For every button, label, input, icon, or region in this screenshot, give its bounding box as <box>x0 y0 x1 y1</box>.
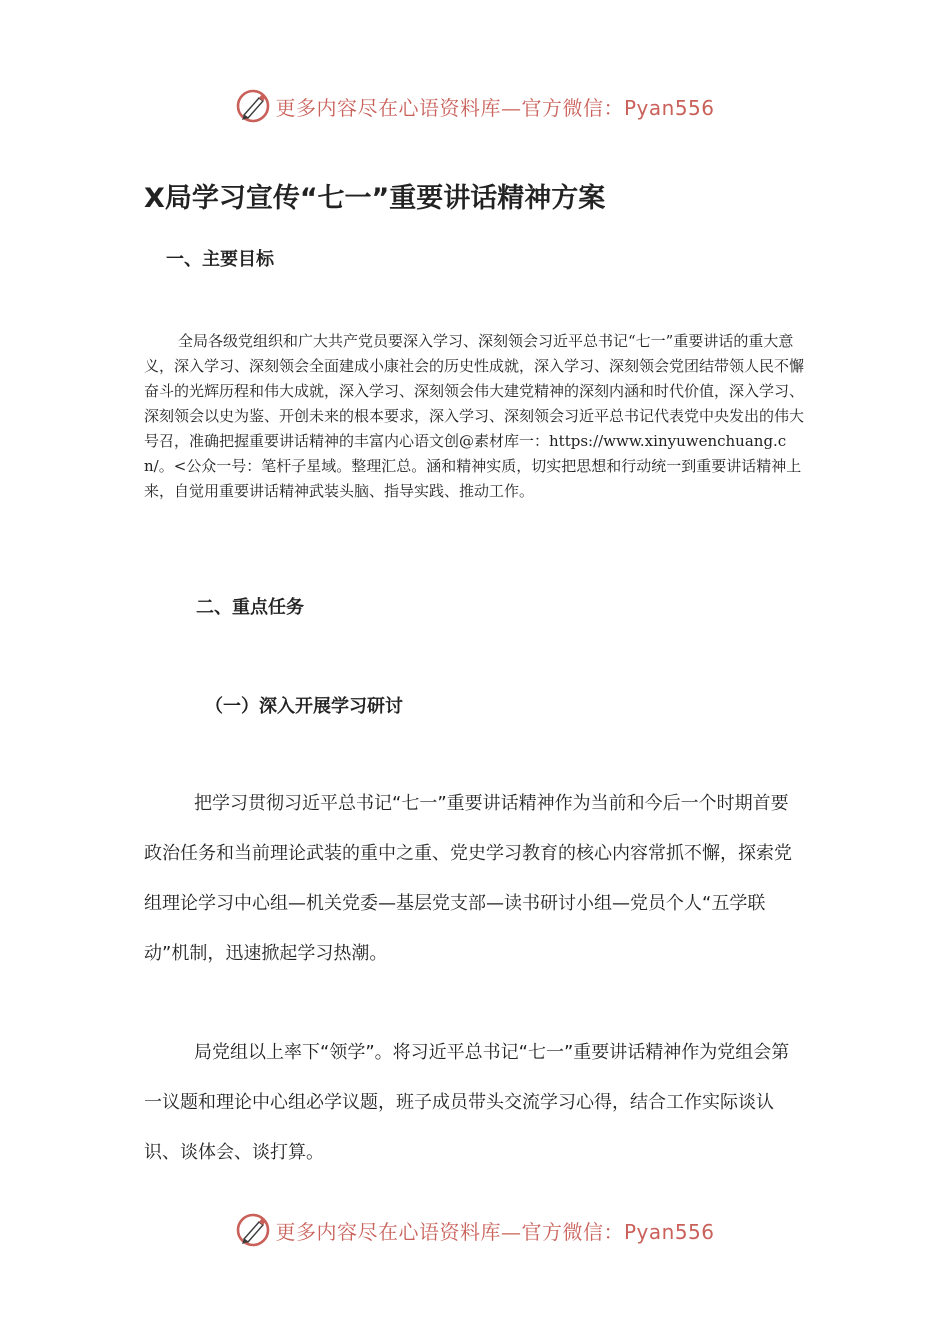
banner-text <box>275 1216 714 1245</box>
section-heading-tasks: 二、重点任务 <box>196 597 304 618</box>
document-title: X局学习宣传“七一”重要讲话精神方案 <box>144 183 606 214</box>
subsection-heading-study: （一）深入开展学习研讨 <box>205 696 403 717</box>
pen-logo-icon <box>235 88 271 124</box>
banner-wechat-id: Pyan556 <box>623 1219 715 1244</box>
banner-text-cn: 更多内容尽在心语资料库—官方微信： <box>275 95 624 120</box>
banner-text <box>275 92 714 121</box>
banner-wechat-id: Pyan556 <box>623 95 715 120</box>
study-paragraph-1 <box>144 779 806 979</box>
goals-paragraph-text: 全局各级党组织和广大共产党员要深入学习、深刻领会习近平总书记“七一”重要讲话的重大意义，深入学习、深刻领会全面建成小康社会的历史性成就，深入学习、深刻领会党团结带领人民不懈奋斗的光辉历程和伟大成就，深入学习、深刻领会伟大建党精神的深刻内涵和时代价值，深入学习、深刻领会以史为鉴、开创未来的根本要求，深入学习、深刻领会习近平总书记代表党中央发出的伟大号召，准确把握重要讲话精神的丰富内心语文创@素材库一：https://www.xinyuwenchuang.cn/。<公众一号：笔杆子星域。整理汇总。涵和精神实质，切实把思想和行动统一到重要讲话精神上来，自觉用重要讲话精神武装头脑、指导实践、推动工作。 <box>144 332 805 500</box>
banner-text-cn: 更多内容尽在心语资料库—官方微信： <box>275 1219 624 1244</box>
section-heading-goals: 一、主要目标 <box>166 249 274 270</box>
study-paragraph-2 <box>144 1028 806 1178</box>
study-paragraph-2-text: 局党组以上率下“领学”。将习近平总书记“七一”重要讲话精神作为党组会第一议题和理论中心组必学议题，班子成员带头交流学习心得，结合工作实际谈认识、谈体会、谈打算。 <box>144 1042 790 1163</box>
footer-banner <box>0 1208 950 1252</box>
goals-paragraph <box>144 329 806 504</box>
header-banner <box>0 84 950 128</box>
pen-logo-icon <box>235 1212 271 1248</box>
study-paragraph-1-text: 把学习贯彻习近平总书记“七一”重要讲话精神作为当前和今后一个时期首要政治任务和当前理论武装的重中之重、党史学习教育的核心内容常抓不懈，探索党组理论学习中心组—机关党委—基层党支部—读书研讨小组—党员个人“五学联动”机制，迅速掀起学习热潮。 <box>144 793 792 964</box>
